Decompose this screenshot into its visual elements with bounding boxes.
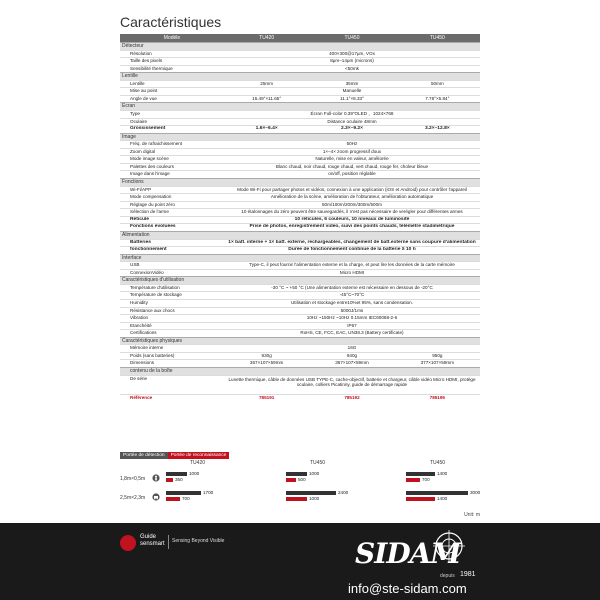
spec-row (120, 359, 480, 367)
spec-value: IP67 (347, 322, 357, 328)
spec-value: Durée de fonctionnement continue de la batterie ≥ 10 h (288, 247, 416, 253)
section-header: Caractéristiques d'utilisation (120, 276, 480, 284)
table-header (120, 34, 480, 42)
range-value: 3000 (470, 490, 481, 495)
spec-row (120, 261, 480, 269)
spec-value: 400×300@17μm, VOx (329, 50, 375, 56)
spec-label: Type (130, 111, 140, 117)
spec-row (120, 329, 480, 337)
range-value: 1400 (437, 496, 448, 501)
range-value: 1700 (203, 490, 214, 495)
spec-row (120, 148, 480, 156)
spec-value: -45°C~70°C (339, 292, 365, 298)
reference-row (120, 394, 480, 402)
section-header: Image (120, 133, 480, 141)
spec-value: 50m/100m/200m/300m/500m (321, 201, 382, 207)
detection-bar (286, 472, 307, 476)
section-header: Lentille (120, 72, 480, 80)
spec-value: 5000J/1ms (340, 307, 364, 313)
page-title: Caractéristiques (120, 14, 222, 30)
spec-sections (120, 42, 480, 367)
reference-1: 785191 (258, 394, 275, 400)
spec-value: 2.3×–9.2× (340, 126, 363, 132)
spec-row (120, 352, 480, 360)
spec-label: Fonctions évoluées (130, 224, 176, 230)
spec-table (120, 34, 480, 401)
contents-heading: contenu de la boîte (130, 367, 173, 374)
spec-value: 10Hz ~150Hz ~10Hz 0.15mm IEC60068-2-6 (306, 315, 398, 321)
spec-row (120, 110, 480, 118)
spec-label: Batteries (130, 239, 151, 245)
detection-bar (286, 491, 336, 495)
spec-row (120, 208, 480, 216)
spec-label: Mode image scène (130, 156, 169, 162)
spec-row (120, 307, 480, 315)
spec-row (120, 140, 480, 148)
spec-value: 1× batt. interne + 1× batt. externe, rechargeables, changement de batt.externe sans coupure d'alimentation (228, 239, 476, 245)
spec-label: Taille des pixels (130, 58, 163, 64)
spec-value: <50mk (345, 65, 359, 71)
contact-email[interactable]: info@ste-sidam.com (348, 581, 467, 596)
range-value: 700 (182, 496, 190, 501)
spec-row (120, 314, 480, 322)
tab-recognition: Portée de reconnaissance (168, 452, 230, 459)
spec-label: ConnexionVidéo (130, 269, 164, 275)
spec-row (120, 95, 480, 103)
spec-label: Réticule (130, 216, 150, 222)
brand-tagline: Sensing Beyond Visible (172, 538, 225, 544)
tab-detection: Portée de détection (120, 452, 168, 459)
since-year: 1981 (460, 571, 476, 578)
spec-row (120, 80, 480, 88)
spec-label: Température de stockage (130, 292, 182, 298)
spec-row (120, 239, 480, 247)
range-tabs (120, 452, 229, 459)
spec-row (120, 193, 480, 201)
spec-value: -30 °C ~ +50 °C (Une alimentation externe est nécessaire en dessous de -20°C (271, 284, 433, 290)
spec-label: Poids (sans batteries) (130, 352, 175, 358)
detection-bar (166, 472, 187, 476)
range-row-label-2: 2,5m×2,3m (120, 495, 146, 501)
range-value: 1000 (189, 471, 200, 476)
reference-label: Référence (130, 394, 153, 400)
spec-value: 10 étalonnages du zéro peuvent être sauvegardés, il n'est pas nécessaire de verégler pour différentes armes (241, 209, 463, 215)
range-value: 350 (175, 477, 183, 482)
contents-row (120, 375, 480, 394)
spec-label: Vibration (130, 315, 149, 321)
section-header: Détecteur (120, 42, 480, 50)
recognition-bar (286, 478, 296, 482)
range-model-2: TU450 (310, 460, 326, 466)
range-value: 1000 (309, 496, 320, 501)
spec-value: 8μm–14μm (microns) (330, 58, 374, 64)
spec-label: Humidity (130, 299, 148, 305)
spec-label: fonctionnement (130, 247, 167, 253)
spec-row (120, 163, 480, 171)
spec-row (120, 269, 480, 277)
brand-guide: Guide (140, 534, 157, 540)
spec-value: 11.1°×8.33° (340, 95, 364, 101)
spec-row (120, 216, 480, 224)
spec-row (120, 57, 480, 65)
spec-row (120, 322, 480, 330)
spec-value: Manuelle (342, 88, 362, 94)
header-col3: TU450 (429, 35, 445, 41)
spec-label: Grossissement (130, 126, 166, 132)
spec-value: 16G (347, 345, 357, 351)
range-model-1: TU420 (190, 460, 206, 466)
guide-logo-icon (120, 535, 136, 551)
spec-row (120, 65, 480, 73)
spec-value: 15.49°×11.65° (252, 95, 282, 101)
crosshair-icon (432, 529, 466, 563)
range-chart (120, 452, 480, 518)
section-header: Interface (120, 254, 480, 262)
spec-value: Écran Full-color 0.39"OLED ，1024×768 (310, 111, 394, 117)
header-col1: TU420 (259, 35, 275, 41)
spec-value: 930g (261, 352, 272, 358)
spec-value: Naturelle, mise en valeur, améliorée (315, 156, 389, 162)
spec-value: 367×107×59mm (249, 360, 284, 366)
recognition-bar (406, 497, 435, 501)
range-value: 700 (422, 477, 430, 482)
range-value: 1000 (309, 471, 320, 476)
spec-value: 10 réticules, 6 couleurs, 10 niveaux de luminosité (294, 216, 410, 222)
spec-label: Réglage du point zéro (130, 201, 175, 207)
spec-value: 3.2×–12.8× (424, 126, 450, 132)
spec-row (120, 201, 480, 209)
spec-label: Oculaire (130, 118, 148, 124)
spec-value: RoHS, CE, FCC, EAC, UN38.3 (Battery certificate) (300, 330, 404, 336)
header-model: Modèle (163, 35, 181, 41)
detection-bar (406, 472, 435, 476)
range-model-3: TU450 (430, 460, 446, 466)
range-value: 2400 (338, 490, 349, 495)
spec-label: Wi-Fi/APP (130, 186, 152, 192)
spec-label: Zoom digital (130, 148, 156, 154)
reference-3: 785195 (429, 394, 445, 400)
spec-label: Image dans l'image (130, 171, 170, 177)
sidam-logo: SIDAM (355, 537, 461, 570)
footer (0, 523, 600, 600)
section-header: Caractéristiques physiques (120, 337, 480, 345)
vehicle-icon (152, 493, 160, 501)
spec-value: Micro HDMI (339, 269, 365, 275)
spec-value: Distance oculaire 48mm (327, 118, 377, 124)
spec-value: Amélioration de la scène, amélioration de l'obturateur, amélioration automatique (270, 194, 434, 200)
spec-label: Lentille (130, 80, 145, 86)
recognition-bar (406, 478, 420, 482)
spec-value: 367×107×59mm (335, 360, 369, 366)
spec-value: 35mm (345, 80, 359, 86)
spec-label: Fréq. de rafraichissement (130, 141, 183, 147)
spec-row (120, 246, 480, 254)
spec-label: Sélection de l'arme (130, 209, 169, 215)
spec-value: Mode Wi-Fi pour partager photos et vidéos, connexion à une application (iOS et Android) pour contrôler l'appareil (237, 186, 467, 192)
section-header: Alimentation (120, 231, 480, 239)
spec-value: 1×–4× zoom progressif doux (322, 148, 382, 154)
spec-row (120, 155, 480, 163)
spec-label: Palettes des couleurs (130, 163, 174, 169)
section-header: Ecran (120, 102, 480, 110)
range-row-label-1: 1,8m×0,5m (120, 476, 146, 482)
spec-label: USB (130, 262, 140, 268)
spec-label: Dimensions (130, 360, 154, 366)
person-icon (152, 474, 160, 482)
spec-row (120, 50, 480, 58)
spec-row (120, 284, 480, 292)
spec-label: Résolution (130, 50, 152, 56)
recognition-bar (166, 478, 173, 482)
header-col2: TU450 (344, 35, 360, 41)
contents-text: Lunette thermique, câble de données USB TYPE-C, cache-objectif, batterie et chargeur, câble vidéo Micro HDMI, protège oculaire, colliers Picatinny, guide de démarrage rapide (228, 376, 476, 388)
contents-label: De série (130, 375, 148, 381)
spec-row (120, 291, 480, 299)
section-contents-heading (120, 367, 480, 375)
spec-label: Mémoire interne (130, 345, 164, 351)
spec-label: Température d'utilisation (130, 284, 180, 290)
spec-value: 50Hz (346, 141, 358, 147)
since-label: depuis (440, 573, 455, 579)
spec-row (120, 87, 480, 95)
spec-value: Prise de photos, enregistrement vidéo, suivi des points chauds, télémètre stadimétrique (249, 224, 455, 230)
spec-value: 50mm (430, 80, 444, 86)
spec-row (120, 118, 480, 126)
spec-label: Sensibilité thermique (130, 65, 173, 71)
logo-divider (168, 535, 169, 549)
spec-label: Certifications (130, 330, 157, 336)
spec-label: Mise au point (130, 88, 158, 94)
recognition-bar (286, 497, 307, 501)
spec-value: 7.78°×5.84° (425, 95, 450, 101)
range-value: 500 (298, 477, 306, 482)
spec-value: Type-C, il peut fournir l'alimentation externe et la charge, et peut lire les données de la carte mémoire (249, 262, 455, 268)
spec-value: Utilisation et stockage entre10%et 95%, sans condensation. (290, 299, 414, 305)
spec-row (120, 344, 480, 352)
spec-row (120, 299, 480, 307)
spec-label: Résistance aux chocs (130, 307, 175, 313)
spec-label: Angle de vue (130, 95, 157, 101)
spec-value: Blanc chaud, noir chaud, rouge chaud, vert chaud, rouge fer, choleur bleue (275, 163, 429, 169)
section-header: Fonctions (120, 178, 480, 186)
detection-bar (166, 491, 201, 495)
range-unit: Unit: m (464, 512, 480, 518)
spec-row (120, 170, 480, 178)
spec-row (120, 125, 480, 133)
spec-value: 25mm (260, 80, 274, 86)
spec-value: 940g (346, 352, 358, 358)
spec-value: 377×107×59mm (420, 360, 455, 366)
spec-value: 950g (432, 352, 443, 358)
brand-sensmart: sensmart (140, 541, 165, 547)
range-value: 1400 (437, 471, 448, 476)
spec-value: 1.6×–6.4× (255, 126, 278, 132)
spec-row (120, 223, 480, 231)
detection-bar (406, 491, 468, 495)
spec-label: Etanchéité (130, 322, 152, 328)
spec-label: Mode compensation (130, 194, 172, 200)
spec-value: on/off, position réglable (328, 171, 376, 177)
recognition-bar (166, 497, 180, 501)
reference-2: 785192 (344, 394, 360, 400)
spec-row (120, 186, 480, 194)
